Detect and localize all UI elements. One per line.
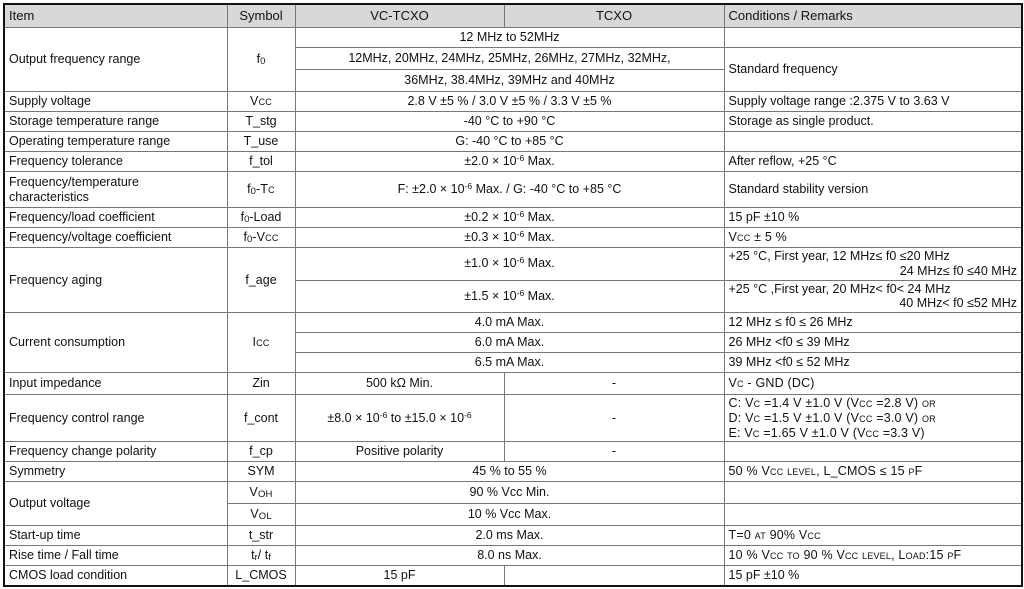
value-exponent-2: -6 — [464, 409, 472, 420]
table-row-input-impedance — [4, 373, 1022, 395]
symbol-suffix: -Vcc — [252, 230, 279, 245]
cell-condition-operating-temperature-range — [724, 132, 1022, 152]
value-exponent-1: -6 — [379, 409, 388, 420]
cell-condition-output-frequency-range-top — [724, 28, 1022, 48]
cell-condition-frequency-load-coefficient: 15 pF ±10 % — [724, 208, 1022, 228]
cell-symbol-frequency-tolerance: f_tol — [227, 152, 295, 172]
cell-condition-current-consumption-2: 26 MHz <f0 ≤ 39 MHz — [724, 333, 1022, 353]
cell-item-supply-voltage: Supply voltage — [4, 92, 227, 112]
cell-value-current-consumption-2: 6.0 mA Max. — [295, 333, 724, 353]
cell-value-frequency-aging-2 — [295, 280, 724, 313]
cell-value-frequency-control-range-vctcxo — [295, 395, 504, 442]
symbol-text: f — [247, 182, 251, 197]
cell-value-start-up-time: 2.0 ms Max. — [295, 526, 724, 546]
cell-symbol-supply-voltage: Vcc — [227, 92, 295, 112]
table-row-rise-fall-time — [4, 546, 1022, 566]
value-suffix: Max. — [524, 230, 555, 245]
item-label-line-1: Frequency/temperature — [9, 174, 139, 189]
symbol-subscript: OH — [257, 489, 273, 501]
cell-value-cmos-load-condition-tcxo — [504, 566, 724, 586]
value-mantissa: F: ±2.0 × 10 — [397, 182, 465, 197]
value-mantissa-1: ±8.0 × 10 — [327, 410, 380, 425]
symbol-subscript-2: f — [268, 552, 271, 564]
cell-item-symmetry: Symmetry — [4, 462, 227, 482]
cell-value-input-impedance-tcxo: - — [504, 373, 724, 395]
value-exponent: -6 — [516, 229, 525, 240]
symbol-suffix: -Tc — [255, 182, 275, 197]
cell-value-frequency-list-2: 36MHz, 38.4MHz, 39MHz and 40MHz — [295, 70, 724, 92]
cell-item-storage-temperature-range: Storage temperature range — [4, 112, 227, 132]
cell-symbol-storage-temperature-range: T_stg — [227, 112, 295, 132]
value-mantissa: ±0.3 × 10 — [464, 230, 517, 245]
cell-symbol-output-frequency-range — [227, 28, 295, 92]
table-row-start-up-time — [4, 526, 1022, 546]
cell-condition-rise-fall-time: 10 % Vcc to 90 % Vcc level, Load:15 pF — [724, 546, 1022, 566]
item-label-line-2: characteristics — [9, 189, 89, 204]
cell-value-frequency-change-polarity-tcxo: - — [504, 442, 724, 462]
cell-item-current-consumption: Current consumption — [4, 313, 227, 373]
table-row-current-consumption-1 — [4, 313, 1022, 333]
cell-item-rise-fall-time: Rise time / Fall time — [4, 546, 227, 566]
cell-value-frequency-temperature-characteristics — [295, 172, 724, 208]
cell-symbol-frequency-change-polarity: f_cp — [227, 442, 295, 462]
value-suffix: Max. — [524, 154, 555, 169]
cell-value-frequency-list-1: 12MHz, 20MHz, 24MHz, 25MHz, 26MHz, 27MHz, 32MHz, — [295, 48, 724, 70]
condition-line-1: +25 °C ,First year, 20 MHz< f0< 24 MHz — [728, 281, 951, 296]
cell-symbol-input-impedance: Zin — [227, 373, 295, 395]
cell-value-frequency-range: 12 MHz to 52MHz — [295, 28, 724, 48]
value-suffix: Max. / G: -40 °C to +85 °C — [472, 182, 622, 197]
cell-value-frequency-voltage-coefficient — [295, 228, 724, 248]
cell-value-cmos-load-condition: 15 pF — [295, 566, 504, 586]
column-header-item: Item — [4, 4, 227, 28]
cell-condition-frequency-aging-1 — [724, 248, 1022, 281]
symbol-suffix: -Load — [249, 210, 282, 225]
cell-item-output-frequency-range — [4, 28, 227, 92]
table-body — [4, 28, 1022, 586]
cell-condition-frequency-tolerance: After reflow, +25 °C — [724, 152, 1022, 172]
cell-condition-frequency-control-range — [724, 395, 1022, 442]
value-exponent: -6 — [516, 153, 525, 164]
cell-symbol-frequency-voltage-coefficient — [227, 228, 295, 248]
cell-value-operating-temperature-range: G: -40 °C to +85 °C — [295, 132, 724, 152]
condition-line-1: +25 °C, First year, 12 MHz≤ f0 ≤20 MHz — [728, 249, 950, 263]
table-row-frequency-temperature-characteristics — [4, 172, 1022, 208]
cell-symbol-output-voltage-voh — [227, 482, 295, 504]
symbol-subscript: 0 — [246, 234, 253, 246]
cell-condition-frequency-temperature-characteristics: Standard stability version — [724, 172, 1022, 208]
cell-value-supply-voltage: 2.8 V ±5 % / 3.0 V ±5 % / 3.3 V ±5 % — [295, 92, 724, 112]
cell-value-input-impedance-vctcxo: 500 kΩ Min. — [295, 373, 504, 395]
symbol-text: f — [243, 230, 247, 245]
cell-symbol-output-voltage-vol — [227, 504, 295, 526]
cell-condition-output-voltage-vol — [724, 504, 1022, 526]
table-row-frequency-load-coefficient — [4, 208, 1022, 228]
cell-condition-symmetry: 50 % Vcc level, L_CMOS ≤ 15 pF — [724, 462, 1022, 482]
cell-condition-output-voltage-voh — [724, 482, 1022, 504]
value-mantissa-2: to ±15.0 × 10 — [387, 410, 465, 425]
cell-symbol-operating-temperature-range: T_use — [227, 132, 295, 152]
table-row-frequency-change-polarity — [4, 442, 1022, 462]
cell-value-current-consumption-1: 4.0 mA Max. — [295, 313, 724, 333]
cell-condition-frequency-voltage-coefficient: Vcc ± 5 % — [724, 228, 1022, 248]
cell-condition-storage-temperature-range: Storage as single product. — [724, 112, 1022, 132]
condition-line-2: D: Vc =1.5 V ±1.0 V (Vcc =3.0 V) or — [728, 410, 936, 425]
item-label: Output frequency range — [9, 52, 141, 67]
cell-value-frequency-tolerance — [295, 152, 724, 172]
cell-item-frequency-tolerance: Frequency tolerance — [4, 152, 227, 172]
cell-value-frequency-aging-1 — [295, 248, 724, 281]
cell-symbol-symmetry: SYM — [227, 462, 295, 482]
cell-value-frequency-control-range-tcxo: - — [504, 395, 724, 442]
cell-item-frequency-change-polarity: Frequency change polarity — [4, 442, 227, 462]
cell-symbol-start-up-time: t_str — [227, 526, 295, 546]
symbol-text: V — [250, 507, 259, 522]
cell-item-frequency-temperature-characteristics — [4, 172, 227, 208]
cell-symbol-frequency-load-coefficient — [227, 208, 295, 228]
cell-item-frequency-aging: Frequency aging — [4, 248, 227, 313]
column-header-conditions: Conditions / Remarks — [724, 4, 1022, 28]
cell-condition-input-impedance: Vc - GND (DC) — [724, 373, 1022, 395]
cell-value-rise-fall-time: 8.0 ns Max. — [295, 546, 724, 566]
value-exponent: -6 — [516, 255, 525, 266]
table-row-cmos-load-condition — [4, 566, 1022, 586]
table-row-output-voltage-1 — [4, 482, 1022, 504]
cell-item-output-voltage: Output voltage — [4, 482, 227, 526]
cell-condition-start-up-time: T=0 at 90% Vcc — [724, 526, 1022, 546]
table-row-symmetry — [4, 462, 1022, 482]
symbol-subscript-1: r — [254, 552, 258, 564]
cell-condition-supply-voltage: Supply voltage range :2.375 V to 3.63 V — [724, 92, 1022, 112]
symbol-subscript: 0 — [244, 214, 250, 226]
table-header — [4, 4, 1022, 28]
cell-symbol-frequency-aging: f_age — [227, 248, 295, 313]
table-row-supply-voltage — [4, 92, 1022, 112]
value-mantissa: ±0.2 × 10 — [464, 210, 517, 225]
cell-symbol-rise-fall-time — [227, 546, 295, 566]
cell-value-output-voltage-vol: 10 % Vcc Max. — [295, 504, 724, 526]
cell-value-output-voltage-voh: 90 % Vcc Min. — [295, 482, 724, 504]
symbol-subscript: OL — [258, 511, 272, 523]
cell-item-input-impedance: Input impedance — [4, 373, 227, 395]
cell-condition-cmos-load-condition: 15 pF ±10 % — [724, 566, 1022, 586]
cell-condition-standard-frequency: Standard frequency — [724, 48, 1022, 92]
cell-item-frequency-load-coefficient: Frequency/load coefficient — [4, 208, 227, 228]
cell-value-current-consumption-3: 6.5 mA Max. — [295, 353, 724, 373]
cell-item-cmos-load-condition: CMOS load condition — [4, 566, 227, 586]
condition-line-2: 40 MHz< f0 ≤52 MHz — [899, 296, 1017, 311]
symbol-text: V — [249, 485, 258, 500]
column-header-tcxo: TCXO — [504, 4, 724, 28]
table-row-frequency-control-range — [4, 395, 1022, 442]
table-row-storage-temperature-range — [4, 112, 1022, 132]
symbol-text-1: t — [251, 548, 255, 563]
cell-value-storage-temperature-range: -40 °C to +90 °C — [295, 112, 724, 132]
condition-line-1: C: Vc =1.4 V ±1.0 V (Vcc =2.8 V) or — [728, 396, 936, 410]
condition-line-3: E: Vc =1.65 V ±1.0 V (Vcc =3.3 V) — [728, 425, 925, 440]
cell-condition-current-consumption-3: 39 MHz <f0 ≤ 52 MHz — [724, 353, 1022, 373]
cell-value-frequency-load-coefficient — [295, 208, 724, 228]
cell-condition-current-consumption-1: 12 MHz ≤ f0 ≤ 26 MHz — [724, 313, 1022, 333]
cell-item-start-up-time: Start-up time — [4, 526, 227, 546]
cell-symbol-cmos-load-condition: L_CMOS — [227, 566, 295, 586]
header-row — [4, 4, 1022, 28]
cell-item-frequency-control-range: Frequency control range — [4, 395, 227, 442]
cell-symbol-frequency-temperature-characteristics — [227, 172, 295, 208]
cell-item-frequency-voltage-coefficient: Frequency/voltage coefficient — [4, 228, 227, 248]
column-header-vctcxo: VC-TCXO — [295, 4, 504, 28]
symbol-text-2: / t — [257, 548, 269, 563]
cell-condition-frequency-change-polarity — [724, 442, 1022, 462]
table-row-output-frequency-range-a — [4, 28, 1022, 48]
cell-condition-frequency-aging-2 — [724, 280, 1022, 313]
value-exponent: -6 — [516, 209, 525, 220]
cell-value-frequency-change-polarity-vctcxo: Positive polarity — [295, 442, 504, 462]
cell-value-symmetry: 45 % to 55 % — [295, 462, 724, 482]
cell-symbol-current-consumption: Icc — [227, 313, 295, 373]
specification-table — [3, 3, 1023, 587]
cell-item-operating-temperature-range: Operating temperature range — [4, 132, 227, 152]
value-mantissa: ±1.0 × 10 — [464, 256, 517, 271]
cell-symbol-frequency-control-range: f_cont — [227, 395, 295, 442]
table-row-operating-temperature-range — [4, 132, 1022, 152]
table-row-frequency-aging-1 — [4, 248, 1022, 281]
value-suffix: Max. — [524, 210, 555, 225]
symbol-subscript: 0 — [260, 56, 266, 68]
value-exponent: -6 — [464, 181, 473, 192]
symbol-subscript: 0 — [250, 186, 256, 198]
value-mantissa: ±1.5 × 10 — [464, 288, 517, 303]
symbol-text: f — [240, 210, 245, 225]
table-row-frequency-tolerance — [4, 152, 1022, 172]
column-header-symbol: Symbol — [227, 4, 295, 28]
table-row-frequency-voltage-coefficient — [4, 228, 1022, 248]
symbol-text: f — [256, 52, 261, 67]
condition-line-2: 24 MHz≤ f0 ≤40 MHz — [899, 263, 1017, 278]
value-exponent: -6 — [516, 287, 525, 298]
value-suffix: Max. — [524, 288, 555, 303]
value-suffix: Max. — [524, 256, 555, 271]
value-mantissa: ±2.0 × 10 — [464, 154, 517, 169]
